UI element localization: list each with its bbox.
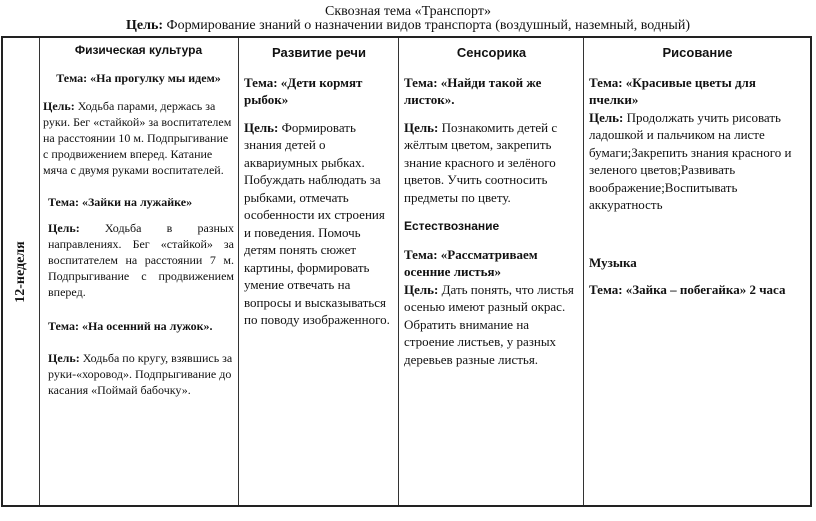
phys-goal-2 <box>43 220 234 300</box>
drawing-topic: Тема: «Красивые цветы для пчелки» <box>589 74 756 107</box>
drawing-goal-text: Продолжать учить рисовать ладошкой и пальчиком на листе бумаги;Закрепить знания красного и зеленого цветов;Развивать воображение;Воспитывать аккуратность <box>589 109 792 212</box>
column-divider <box>398 38 399 505</box>
drawing-title: Рисование <box>662 45 733 60</box>
drawing-column <box>585 38 810 505</box>
science-goal <box>404 281 579 369</box>
sensory-topic: Тема: «Найди такой же листок». <box>404 74 542 107</box>
speech-goal-text: Формировать знания детей о аквариумных рыбках. Побуждать наблюдать за рыбками, отмечать особенности их строения и поведения. Помочь детям понять сюжет картины, формировать умение отвечать на вопросы и высказываться по поводу изображенного. <box>244 119 390 327</box>
header-goal-text: Формирование знаний о назначении видов транспорта (воздушный, наземный, водный) <box>163 18 690 33</box>
speech-column <box>240 38 398 505</box>
phys-goal-2-text: Ходьба в разных направлениях. Бег «стайкой» за воспитателем на расстоянии 7 м. Подпрыгивание с продвижением вперед. <box>48 221 234 299</box>
phys-goal-1-text: Ходьба парами, держась за руки. Бег «стайкой» за воспитателем на расстоянии 10 м. Подпрыгивание с продвижением вперед. Катание мяча с двумя руками воспитателей. <box>43 99 232 177</box>
phys-goal-3 <box>43 350 234 398</box>
phys-column <box>41 38 237 505</box>
header-goal <box>0 18 816 34</box>
science-title: Естествознание <box>404 219 500 233</box>
phys-title: Физическая культура <box>74 43 203 57</box>
phys-goal-3-label: Цель: <box>48 351 80 365</box>
phys-goal-1-label: Цель: <box>43 99 75 113</box>
sensory-column <box>400 38 583 505</box>
science-topic <box>404 246 579 281</box>
week-cell <box>3 38 39 505</box>
sensory-goal-label: Цель: <box>404 119 439 135</box>
plan-table <box>1 36 812 507</box>
speech-goal-label: Цель: <box>244 119 279 135</box>
phys-topic-3: Тема: «На осенний на лужок». <box>48 319 213 333</box>
week-label: 12-неделя <box>13 240 28 303</box>
phys-goal-1 <box>43 98 234 178</box>
phys-goal-2-label: Цель: <box>48 221 80 235</box>
science-topic-text: : «Рассматриваем осенние листья» <box>404 246 538 279</box>
drawing-goal <box>589 109 806 214</box>
phys-goal-3-text: Ходьба по кругу, взявшись за руки-«хоровод». Подпрыгивание до касания «Поймай бабочку». <box>48 351 233 397</box>
music-title: Музыка <box>589 254 637 270</box>
speech-title: Развитие речи <box>272 45 366 60</box>
drawing-goal-label: Цель: <box>589 109 624 125</box>
sensory-title: Сенсорика <box>456 45 527 60</box>
speech-goal <box>244 119 394 329</box>
science-topic-label: Тема <box>404 246 434 262</box>
sensory-goal <box>404 119 579 207</box>
column-divider <box>583 38 584 505</box>
column-divider <box>238 38 239 505</box>
sensory-goal-text: Познакомить детей с жёлтым цветом, закрепить знание красного и зелёного цветов. Учить соотносить предметы по цвету. <box>404 119 558 205</box>
phys-topic-2: Тема: «Зайки на лужайке» <box>48 195 193 209</box>
music-topic: Тема: «Зайка – побегайка» 2 часа <box>589 282 786 297</box>
header-goal-label: Цель: <box>126 18 164 33</box>
science-goal-label: Цель: <box>404 281 439 297</box>
science-goal-text: Дать понять, что листья осенью имеют разный окрас. Обратить внимание на строение листьев, у разных деревьев разные листья. <box>404 281 574 367</box>
speech-topic: Тема: «Дети кормят рыбок» <box>244 74 363 107</box>
column-divider <box>39 38 40 505</box>
cross-cutting-theme: Сквозная тема «Транспорт» <box>324 4 491 19</box>
phys-topic-1: Тема: «На прогулку мы идем» <box>56 71 221 85</box>
